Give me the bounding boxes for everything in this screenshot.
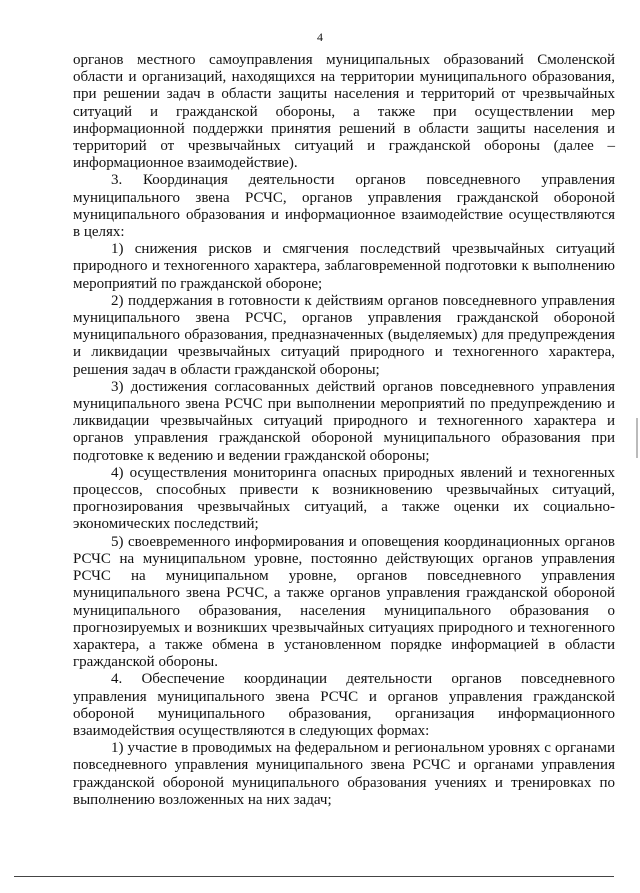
list-item-3-5: 5) своевременного информирования и оповещения координационных органов РСЧС на муниципальном уровне, постоянно действующих органов управления РСЧС на муниципальном уровне, органов повседневного управления муниципального звена РСЧС, а также органов управления гражданской обороной муниципального образования, населения муниципального образования о прогнозируемых и возникших чрезвычайных ситуациях природного и техногенного характера, а также обмена в установленном порядке информацией в области гражданской обороны. [73,533,615,671]
paragraph-continuation: органов местного самоуправления муниципальных образований Смоленской области и организаций, находящихся на территории муниципального образования, при решении задач в области защиты населения и территорий от чрезвычайных ситуаций и гражданской обороны, а также при осуществлении мер информационной поддержки принятия решений в области защиты населения и территорий от чрезвычайных ситуаций и гражданской обороны (далее – информационное взаимодействие). [73,52,615,172]
document-body [73,52,615,809]
bottom-rule [14,876,614,877]
list-item-3-2: 2) поддержания в готовности к действиям органов повседневного управления муниципального звена РСЧС, органов управления гражданской обороной муниципального образования, предназначенных (выделяемых) для предупреждения и ликвидации чрезвычайных ситуаций природного и техногенного характера, решения задач в области гражданской обороны; [73,292,615,378]
list-item-3-4: 4) осуществления мониторинга опасных природных явлений и техногенных процессов, способных привести к возникновению чрезвычайных ситуаций, прогнозирования чрезвычайных ситуаций, а также оценки их социально-экономических последствий; [73,464,615,533]
list-item-3-3: 3) достижения согласованных действий органов повседневного управления муниципального звена РСЧС при выполнении мероприятий по предупреждению и ликвидации чрезвычайных ситуаций природного и техногенного характера и органов управления гражданской обороной муниципального образования при подготовке к ведению и ведении гражданской обороны; [73,378,615,464]
list-item-3-1: 1) снижения рисков и смягчения последствий чрезвычайных ситуаций природного и техногенного характера, заблаговременной подготовки к выполнению мероприятий по гражданской обороне; [73,241,615,292]
page-number: 4 [317,30,323,44]
list-item-4-1: 1) участие в проводимых на федеральном и региональном уровнях с органами повседневного управления муниципального звена РСЧС и органами управления гражданской обороной муниципального образования учениях и тренировках по выполнению возложенных на них задач; [73,740,615,808]
paragraph-section-3: 3. Координация деятельности органов повседневного управления муниципального звена РСЧС, органов управления гражданской обороной муниципального образования и информационное взаимодействие осуществляются в целях: [73,172,615,241]
scan-edge-mark [636,418,638,458]
paragraph-section-4: 4. Обеспечение координации деятельности органов повседневного управления муниципального звена РСЧС и органов управления гражданской обороной муниципального образования, организация информационного взаимодействия осуществляются в следующих формах: [73,671,615,739]
